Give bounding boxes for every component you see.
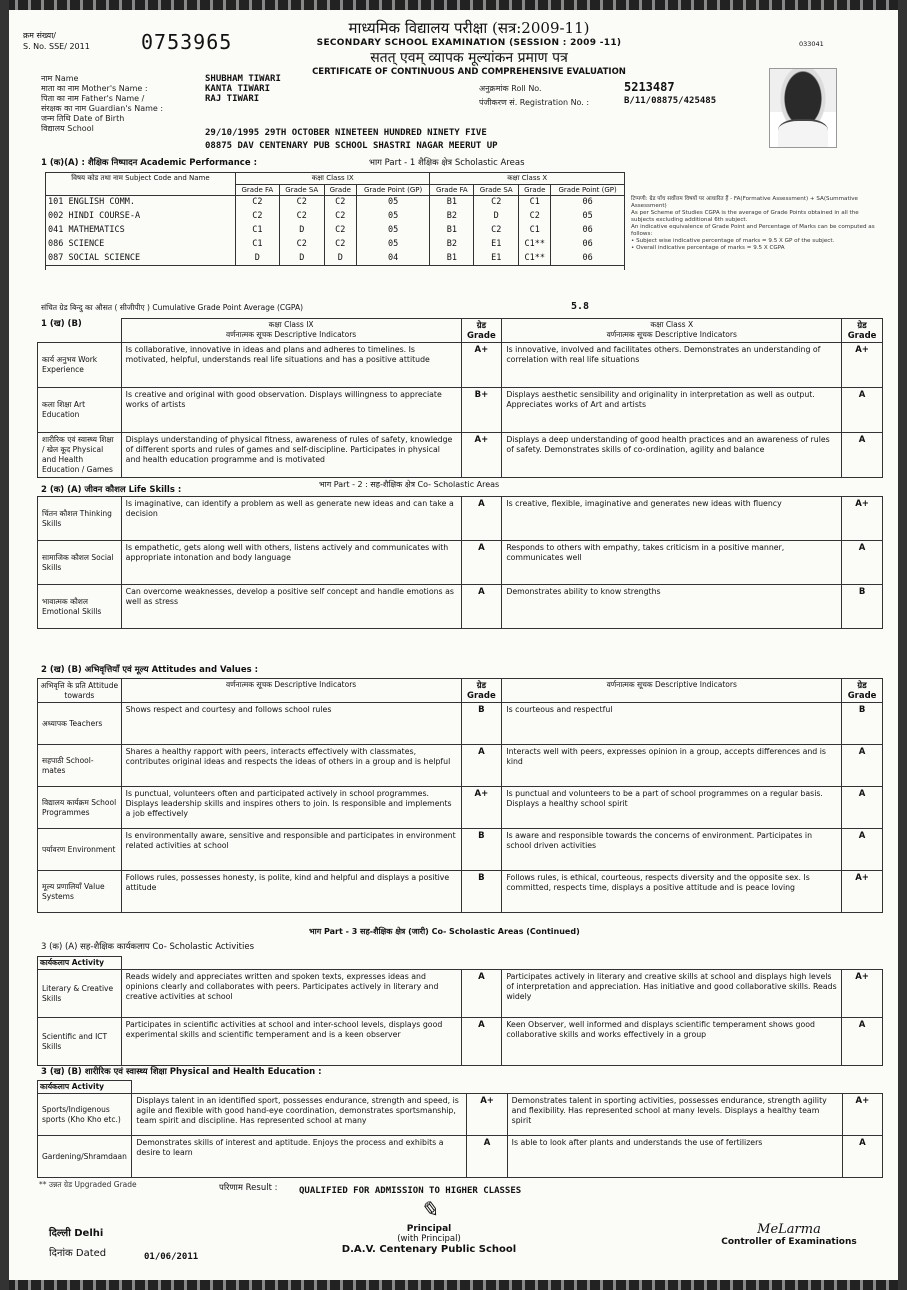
indicator-class10: Displays a deep understanding of good health practices and an awareness of rules of safety. Demonstrates skills of co-ordination, agility and balance: [502, 433, 842, 478]
indicator-row: [38, 585, 883, 629]
p1b-h-grade9: ग्रेड Grade: [461, 319, 502, 343]
grade-class10: A: [842, 1136, 882, 1178]
part2b-table: [37, 678, 883, 913]
indicator-class9: Is environmentally aware, sensitive and responsible and participates in environment related activities at school: [121, 829, 461, 871]
school-name: 08875 DAV CENTENARY PUB SCHOOL SHASTRI NAGAR MEERUT UP: [205, 141, 498, 151]
title-hindi: माध्यमिक विद्यालय परीक्षा (सत्र:2009-11): [348, 19, 590, 37]
indicator-class10: Is innovative, involved and facilitates others. Demonstrates an understanding of correlation with real life situations: [502, 343, 842, 388]
area-label: Scientific and ICT Skills: [38, 1018, 122, 1066]
grade-cell: 04: [356, 252, 430, 266]
registration-number: B/11/08875/425485: [624, 96, 717, 106]
serial-label-en: S. No. SSE/ 2011: [23, 42, 90, 51]
grade-cell: C2: [474, 224, 519, 238]
student-values-2: [205, 127, 498, 153]
h-gp10: Grade Point (GP): [551, 185, 625, 196]
indicator-class10: Participates actively in literary and creative skills at school and displays high levels of interpretation and appreciation. Has initiative and good collaborative skills. Reads widely: [502, 970, 842, 1018]
grade-class9: A: [467, 1136, 507, 1178]
p1b-h-grade10: ग्रेड Grade: [842, 319, 883, 343]
p2b-h-desc9: वर्णनात्मक सूचक Descriptive Indicators: [121, 679, 461, 703]
header-class9: कक्षा Class IX: [236, 173, 430, 185]
area-label: अध्यापक Teachers: [38, 703, 122, 745]
grade-class9: A+: [461, 433, 502, 478]
place-date-labels: [49, 1224, 106, 1264]
indicator-row: [38, 703, 883, 745]
grade-cell: 05: [551, 210, 625, 224]
h-sa10: Grade SA: [474, 185, 519, 196]
principal-school: D.A.V. Centenary Public School: [341, 1244, 517, 1255]
grade-cell: 06: [551, 252, 625, 266]
area-label: भावात्मक कौशल Emotional Skills: [38, 585, 122, 629]
note-4: • Subject wise indicative percentage of marks = 9.5 X GP of the subject.: [631, 238, 835, 244]
grade-cell: C2: [236, 210, 280, 224]
grade-cell: C2: [324, 210, 356, 224]
indicator-class10: Keen Observer, well informed and displays scientific temperament shows good collaborative skills and works effectively in a group: [502, 1018, 842, 1066]
principal-label: Principal: [406, 1224, 452, 1234]
indicator-row: [38, 871, 883, 913]
cgpa-label: संचित ग्रेड बिन्दु का औसत ( सीजीपीए ) Cumulative Grade Point Average (CGPA): [41, 303, 304, 312]
dated-label: दिनांक Dated: [49, 1248, 107, 1259]
part2-title: 2 (क) (A) जीवन कौशल Life Skills :: [41, 485, 182, 495]
grade-cell: D: [474, 210, 519, 224]
subject-row: [46, 238, 625, 252]
p2b-h-grade9: ग्रेड Grade: [461, 679, 502, 703]
grade-class10: A: [842, 433, 883, 478]
grade-class9: A+: [461, 787, 502, 829]
principal-signature: ✎: [419, 1198, 439, 1223]
serial-label-hi: क्रम संख्या/: [23, 31, 56, 40]
student-photo: [769, 68, 837, 148]
grade-class10: A: [842, 829, 883, 871]
grade-cell: D: [279, 224, 324, 238]
grade-cell: C1: [519, 224, 551, 238]
indicator-class9: Shows respect and courtesy and follows school rules: [121, 703, 461, 745]
subject-name: 002 HINDI COURSE-A: [46, 210, 236, 224]
place: दिल्ली Delhi: [49, 1228, 104, 1239]
grade-cell: C1: [519, 196, 551, 210]
father-name: RAJ TIWARI: [205, 94, 260, 104]
serial-number: 0753965: [141, 30, 233, 54]
grade-class9: B: [461, 871, 502, 913]
area-label: मूल्य प्रणालियाँ Value Systems: [38, 871, 122, 913]
area-label: सामाजिक कौशल Social Skills: [38, 541, 122, 585]
grade-cell: B1: [430, 252, 474, 266]
part1-label: भाग Part - 1 शैक्षिक क्षेत्र Scholastic Areas: [369, 158, 525, 168]
bottom-border: [9, 1280, 898, 1290]
header-class10: कक्षा Class X: [430, 173, 625, 185]
grade-cell: C2: [324, 224, 356, 238]
label-roll: अनुक्रमांक Roll No.: [479, 84, 542, 93]
part3-label: भाग Part - 3 सह-शैक्षिक क्षेत्र (जारी) Co- Scholastic Areas (Continued): [309, 927, 580, 936]
p1b-h-class9: कक्षा Class IX: [268, 320, 314, 329]
indicator-row: [38, 829, 883, 871]
grade-cell: 05: [356, 210, 430, 224]
grade-class10: A: [842, 1018, 883, 1066]
grade-class9: A: [461, 745, 502, 787]
roll-values: [624, 80, 716, 108]
subject-row: [46, 252, 625, 266]
part2-table: [37, 496, 883, 629]
cgpa-value: 5.8: [571, 301, 590, 312]
grade-cell: C2: [324, 196, 356, 210]
grade-class10: A: [842, 745, 883, 787]
note-3: An indicative equivalence of Grade Point and Percentage of Marks can be computed as follows:: [631, 224, 875, 237]
grade-cell: D: [324, 252, 356, 266]
label-father: पिता का नाम Father's Name /: [41, 94, 145, 103]
principal-line: (with Principal): [397, 1234, 461, 1244]
roll-labels: [479, 82, 629, 110]
controller-label: Controller of Examinations: [721, 1237, 857, 1247]
label-guardian: संरक्षक का नाम Guardian's Name :: [41, 104, 164, 113]
indicator-class9: Is collaborative, innovative in ideas and plans and adheres to timelines. Is motivated, helpful, understands real life situations and has a positive attitude: [121, 343, 461, 388]
issue-date: 01/06/2011: [144, 1252, 199, 1262]
grade-cell: 06: [551, 224, 625, 238]
part1-title: 1 (क)(A) : शैक्षिक निष्पादन Academic Performance :: [41, 158, 257, 168]
note-5: • Overall indicative percentage of marks = 9.5 X CGPA: [631, 245, 785, 251]
grade-cell: E1: [474, 252, 519, 266]
subject-name: 087 SOCIAL SCIENCE: [46, 252, 236, 266]
indicator-class9: Reads widely and appreciates written and spoken texts, expresses ideas and opinions clearly and collaborates with peers. Participates actively in literary and creative activities at school: [121, 970, 461, 1018]
indicator-row: [38, 970, 883, 1018]
indicator-row: [38, 1018, 883, 1066]
grade-class10: A+: [842, 1094, 882, 1136]
student-values: [205, 74, 281, 114]
indicator-class10: Interacts well with peers, expresses opinion in a group, accepts differences and is kind: [502, 745, 842, 787]
area-label: विद्यालय कार्यक्रम School Programmes: [38, 787, 122, 829]
grade-class10: A+: [842, 871, 883, 913]
h-sa9: Grade SA: [279, 185, 324, 196]
part3a-table: [37, 956, 883, 1066]
student-name: SHUBHAM TIWARI: [205, 74, 281, 84]
principal-signature-block: [329, 1198, 529, 1255]
label-dob: जन्म तिथि Date of Birth: [41, 114, 125, 123]
grade-cell: 05: [356, 196, 430, 210]
indicator-row: [38, 433, 883, 478]
grade-cell: 05: [356, 238, 430, 252]
grade-cell: B2: [430, 210, 474, 224]
indicator-row: [38, 497, 883, 541]
certificate-header: [259, 18, 679, 77]
document-code: 033041: [799, 40, 824, 48]
area-label: कला शिक्षा Art Education: [38, 388, 122, 433]
indicator-class10: Is aware and responsible towards the concerns of environment. Participates in school driven activities: [502, 829, 842, 871]
grade-cell: C1**: [519, 238, 551, 252]
label-name: नाम Name: [41, 74, 79, 83]
indicator-row: [38, 745, 883, 787]
grade-cell: E1: [474, 238, 519, 252]
grade-class9: A+: [461, 343, 502, 388]
grade-cell: C1: [236, 238, 280, 252]
indicator-class10: Is punctual and volunteers to be a part of school programmes on a regular basis. Displays a healthy school spirit: [502, 787, 842, 829]
grade-class10: A: [842, 388, 883, 433]
result-label: परिणाम Result :: [219, 1183, 278, 1193]
subtitle-hindi: सतत् एवम् व्यापक मूल्यांकन प्रमाण पत्र: [370, 50, 568, 66]
grade-class9: A: [461, 541, 502, 585]
h-fa10: Grade FA: [430, 185, 474, 196]
grade-cell: B1: [430, 224, 474, 238]
part3b-title: 3 (ख) (B) शारीरिक एवं स्वास्थ्य शिक्षा Physical and Health Education :: [41, 1067, 322, 1077]
indicator-class9: Is creative and original with good observation. Displays willingness to appreciate works of artists: [121, 388, 461, 433]
indicator-row: [38, 1094, 883, 1136]
grade-notes: [631, 196, 881, 252]
p2b-h-area: अभिवृत्ति के प्रति Attitude towards: [38, 679, 122, 703]
grade-cell: 06: [551, 238, 625, 252]
part2b-title: 2 (ख) (B) अभिवृत्तियाँ एवं मूल्य Attitudes and Values :: [41, 665, 258, 675]
label-reg: पंजीकरण सं. Registration No. :: [479, 98, 590, 107]
date-of-birth: 29/10/1995 29TH OCTOBER NINETEEN HUNDRED NINETY FIVE: [205, 128, 487, 138]
grade-cell: B1: [430, 196, 474, 210]
area-label: पर्यावरण Environment: [38, 829, 122, 871]
indicator-row: [38, 343, 883, 388]
part3a-title: 3 (क) (A) सह-शैक्षिक कार्यकलाप Co- Scholastic Activities: [41, 942, 255, 952]
area-label: चिंतन कौशल Thinking Skills: [38, 497, 122, 541]
grade-class9: A+: [467, 1094, 507, 1136]
indicator-class10: Is courteous and respectful: [502, 703, 842, 745]
area-label: Literary & Creative Skills: [38, 970, 122, 1018]
subject-row: [46, 224, 625, 238]
top-border: [9, 0, 898, 10]
p3b-h-activity: कार्यकलाप Activity: [38, 1081, 132, 1094]
grade-class10: A+: [842, 497, 883, 541]
h-grade9: Grade: [324, 185, 356, 196]
note-2: As per Scheme of Studies CGPA is the average of Grade Points obtained in all the subjects excluding additional 6th subject.: [631, 210, 859, 223]
indicator-class10: Displays aesthetic sensibility and originality in interpretation as well as output. Appreciates works of Art and artists: [502, 388, 842, 433]
grade-cell: B2: [430, 238, 474, 252]
grade-class10: A+: [842, 343, 883, 388]
subject-name: 041 MATHEMATICS: [46, 224, 236, 238]
part1b-title: 1 (ख) (B): [41, 319, 82, 329]
area-label: सहपाठी School-mates: [38, 745, 122, 787]
part2-label: भाग Part - 2 : सह-शैक्षिक क्षेत्र Co- Scholastic Areas: [319, 480, 500, 489]
area-label: Sports/Indigenous sports (Kho Kho etc.): [38, 1094, 132, 1136]
grade-class10: A: [842, 787, 883, 829]
subject-name: 086 SCIENCE: [46, 238, 236, 252]
h-grade10: Grade: [519, 185, 551, 196]
grade-class9: A: [461, 970, 502, 1018]
grade-cell: C2: [279, 238, 324, 252]
subject-name: 101 ENGLISH COMM.: [46, 196, 236, 210]
p1b-h-desc10: वर्णनात्मक सूचक Descriptive Indicators: [606, 330, 737, 339]
grade-cell: C2: [279, 196, 324, 210]
indicator-class9: Displays talent in an identified sport, possesses endurance, strength and speed, is agile and flexible with good hand-eye coordination, demonstrates sportsmanship, team spirit and discipline. Has represented school at many: [132, 1094, 467, 1136]
indicator-class9: Participates in scientific activities at school and inter-school levels, displays good experimental skills and scientific temperament and is a keen observer: [121, 1018, 461, 1066]
grade-cell: 05: [356, 224, 430, 238]
indicator-row: [38, 787, 883, 829]
note-1: टिप्पणी: ग्रेड पाँच सर्वोत्तम विषयों पर आधारित हैं - FA(Formative Assessment) + SA(Summative Assessment): [631, 196, 858, 209]
grade-cell: C2: [474, 196, 519, 210]
indicator-class9: Shares a healthy rapport with peers, interacts effectively with classmates, contributes original ideas and respects the ideas of others in a group and is helpful: [121, 745, 461, 787]
scholastic-table: [45, 172, 625, 270]
controller-signature: MeLarma: [757, 1222, 821, 1237]
mother-name: KANTA TIWARI: [205, 84, 271, 94]
indicator-class10: Responds to others with empathy, takes criticism in a positive manner, communicates well: [502, 541, 842, 585]
grade-cell: C1**: [519, 252, 551, 266]
grade-cell: C2: [236, 196, 280, 210]
h-fa9: Grade FA: [236, 185, 280, 196]
grade-class10: A: [842, 541, 883, 585]
label-mother: माता का नाम Mother's Name :: [41, 84, 148, 93]
grade-class9: A: [461, 497, 502, 541]
indicator-class9: Displays understanding of physical fitness, awareness of rules of safety, knowledge of different sports and rules of games and self-discipline. Participates in physical and health education programme and is motivated: [121, 433, 461, 478]
indicator-class9: Follows rules, possesses honesty, is polite, kind and helpful and displays a positive attitude: [121, 871, 461, 913]
subtitle-english: CERTIFICATE OF CONTINUOUS AND COMPREHENSIVE EVALUATION: [312, 67, 626, 77]
roll-number: 5213487: [624, 80, 675, 94]
indicator-row: [38, 1136, 883, 1178]
p2b-h-desc10: वर्णनात्मक सूचक Descriptive Indicators: [502, 679, 842, 703]
title-english: SECONDARY SCHOOL EXAMINATION (SESSION : 2009 -11): [316, 38, 622, 48]
indicator-class9: Is punctual, volunteers often and participated actively in school programmes. Displays leadership skills and inspires others to join. Is responsible and implements a job effectively: [121, 787, 461, 829]
grade-cell: C2: [279, 210, 324, 224]
indicator-class9: Demonstrates skills of interest and aptitude. Enjoys the process and exhibits a desire to learn: [132, 1136, 467, 1178]
area-label: शारीरिक एवं स्वास्थ्य शिक्षा / खेल कूद Physical and Health Education / Games: [38, 433, 122, 478]
upgraded-note: ** उन्नत ग्रेड Upgraded Grade: [39, 1180, 137, 1189]
part3b-table: [37, 1080, 883, 1178]
grade-class9: B+: [461, 388, 502, 433]
indicator-row: [38, 388, 883, 433]
indicator-class10: Demonstrates ability to know strengths: [502, 585, 842, 629]
grade-class10: B: [842, 703, 883, 745]
indicator-class10: Follows rules, is ethical, courteous, respects diversity and the opposite sex. Is committed, respects time, displays a positive attitude and is peace loving: [502, 871, 842, 913]
area-label: कार्य अनुभव Work Experience: [38, 343, 122, 388]
p1b-h-desc9: वर्णनात्मक सूचक Descriptive Indicators: [225, 330, 357, 339]
indicator-class10: Demonstrates talent in sporting activities, possesses endurance, strength agility and flexibility. Has represented school at many levels. Displays a healthy team spirit: [507, 1094, 842, 1136]
subject-row: [46, 196, 625, 210]
indicator-class9: Is imaginative, can identify a problem as well as generate new ideas and can take a decision: [121, 497, 461, 541]
grade-class9: A: [461, 1018, 502, 1066]
grade-cell: C2: [324, 238, 356, 252]
indicator-row: [38, 541, 883, 585]
h-gp9: Grade Point (GP): [356, 185, 430, 196]
p3a-h-activity: कार्यकलाप Activity: [38, 957, 122, 970]
grade-class10: A+: [842, 970, 883, 1018]
grade-cell: C1: [236, 224, 280, 238]
grade-class9: B: [461, 829, 502, 871]
grade-cell: D: [279, 252, 324, 266]
controller-signature-block: [709, 1222, 869, 1247]
subject-row: [46, 210, 625, 224]
grade-cell: D: [236, 252, 280, 266]
label-school: विद्यालय School: [41, 124, 94, 133]
grade-class9: A: [461, 585, 502, 629]
result-value: QUALIFIED FOR ADMISSION TO HIGHER CLASSES: [299, 1186, 522, 1196]
grade-class9: B: [461, 703, 502, 745]
p2b-h-grade10: ग्रेड Grade: [842, 679, 883, 703]
area-label: Gardening/Shramdaan: [38, 1136, 132, 1178]
grade-cell: 06: [551, 196, 625, 210]
grade-cell: C2: [519, 210, 551, 224]
indicator-class10: Is able to look after plants and understands the use of fertilizers: [507, 1136, 842, 1178]
indicator-class9: Is empathetic, gets along well with others, listens actively and communicates with appropriate intonation and body language: [121, 541, 461, 585]
student-labels: [41, 74, 201, 134]
header-subject: विषय कोड तथा नाम Subject Code and Name: [46, 173, 236, 196]
part1b-table: [37, 318, 883, 478]
indicator-class9: Can overcome weaknesses, develop a positive self concept and handle emotions as well as stress: [121, 585, 461, 629]
p1b-h-class10: कक्षा Class X: [650, 320, 694, 329]
grade-class10: B: [842, 585, 883, 629]
indicator-class10: Is creative, flexible, imaginative and generates new ideas with fluency: [502, 497, 842, 541]
serial-label: [23, 30, 133, 52]
